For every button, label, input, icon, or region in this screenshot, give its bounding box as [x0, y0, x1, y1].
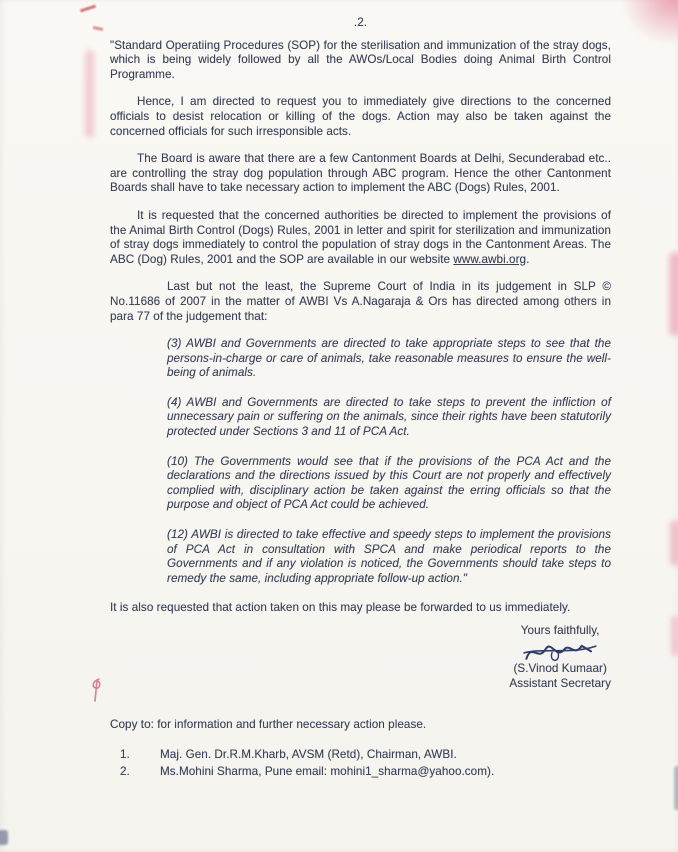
scan-red-mark-top-1	[80, 5, 96, 13]
signatory-name: (S.Vinod Kumaar)	[513, 661, 607, 675]
letter-body	[110, 16, 611, 779]
signature	[521, 636, 600, 666]
copy-item-text: Maj. Gen. Dr.R.M.Kharb, AVSM (Retd), Chairman, AWBI.	[160, 747, 457, 761]
paragraph-sop: "Standard Operatiing Procedures (SOP) for the sterilisation and immunization of the stray dogs, which is being widely followed by all the AWOs/Local Bodies doing Animal Birth Control Programme.	[110, 38, 611, 81]
scan-smudge-right-upper	[669, 252, 678, 336]
paragraph-abc-rules-period: .	[526, 252, 530, 266]
paragraph-cantonment-boards: The Board is aware that there are a few Cantonment Boards at Delhi, Secunderabad etc.. are controlling the stray dog population through ABC program. Hence the other Cantonment Boards shall have to take necessary action to implement the ABC (Dogs) Rules, 2001.	[110, 152, 611, 195]
scan-dark-mark-bottom-left	[0, 830, 8, 845]
paragraph-abc-rules-text: It is requested that the concerned authorities be directed to implement the provisions of the Animal Birth Control (Dogs) Rules, 2001 in letter and spirit for sterilization and immunization of stray dogs immediately to control the population of stray dogs in the Cantonment Areas. The ABC (Dog) Rules, 2001 and the SOP are available in our website	[110, 208, 611, 266]
scan-smudge-right-mid	[670, 520, 678, 566]
copy-item-text: Ms.Mohini Sharma, Pune email: mohini1_sharma@yahoo.com).	[160, 764, 495, 778]
paragraph-abc-rules	[110, 209, 611, 267]
judgement-quote-para-12: (12) AWBI is directed to take effective and speedy steps to implement the provisions of PCA Act in consultation with SPCA and make periodical reports to the Governments and if any violation is noticed, the Governments should take steps to remedy the same, including appropriate follow-up action."	[167, 528, 611, 585]
paragraph-directions-request: Hence, I am directed to request you to immediately give directions to the concerned officials to desist relocation or killing of the dogs. Action may also be taken against the concerned officials for such irresponsible acts.	[110, 95, 611, 138]
page-number: .2.	[353, 16, 368, 29]
copy-to-item-2	[110, 765, 611, 780]
copy-to-heading: Copy to: for information and further necessary action please.	[110, 718, 427, 732]
copy-to-section	[110, 718, 611, 779]
scan-smudge-right-lower	[671, 616, 678, 656]
copy-to-item-1	[110, 748, 611, 763]
judgement-quote-para-10: (10) The Governments would see that if the provisions of the PCA Act and the declarations and the directions issued by this Court are not properly and effectively complied with, disciplinary action be taken against the erring officials so that the purpose and object of PCA Act could be achieved.	[167, 454, 611, 512]
scan-smudge-left-edge	[85, 50, 94, 138]
pink-pen-mark	[88, 676, 106, 704]
paragraph-closing-request: It is also requested that action taken on this may please be forwarded to us immediately.	[110, 601, 571, 615]
judgement-quote-para-3: (3) AWBI and Governments are directed to take appropriate steps to see that the persons-in-charge or care of animals, take reasonable measures to ensure the well-being of animals.	[167, 337, 611, 380]
signatory-title: Assistant Secretary	[509, 676, 611, 690]
paragraph-supreme-court: Last but not the least, the Supreme Court of India in its judgement in SLP © No.11686 of 2007 in the matter of AWBI Vs A.Nagaraja & Ors has directed among others in para 77 of the judgement that:	[110, 280, 611, 323]
scan-smudge-top-right	[618, 0, 678, 48]
scan-dark-mark-right-edge	[674, 766, 678, 810]
copy-item-number: 2.	[120, 764, 130, 778]
copy-item-number: 1.	[120, 747, 130, 761]
scan-red-mark-top-2	[93, 26, 103, 31]
judgement-quote-para-4: (4) AWBI and Governments are directed to take steps to prevent the infliction of unnecessary pain or suffering on the animals, since their rights have been statutorily protected under Sections 3 and 11 of PCA Act.	[167, 395, 611, 439]
signature-block	[509, 624, 611, 691]
awbi-website-link[interactable]: www.awbi.org	[453, 252, 527, 266]
valediction: Yours faithfully,	[520, 624, 600, 637]
